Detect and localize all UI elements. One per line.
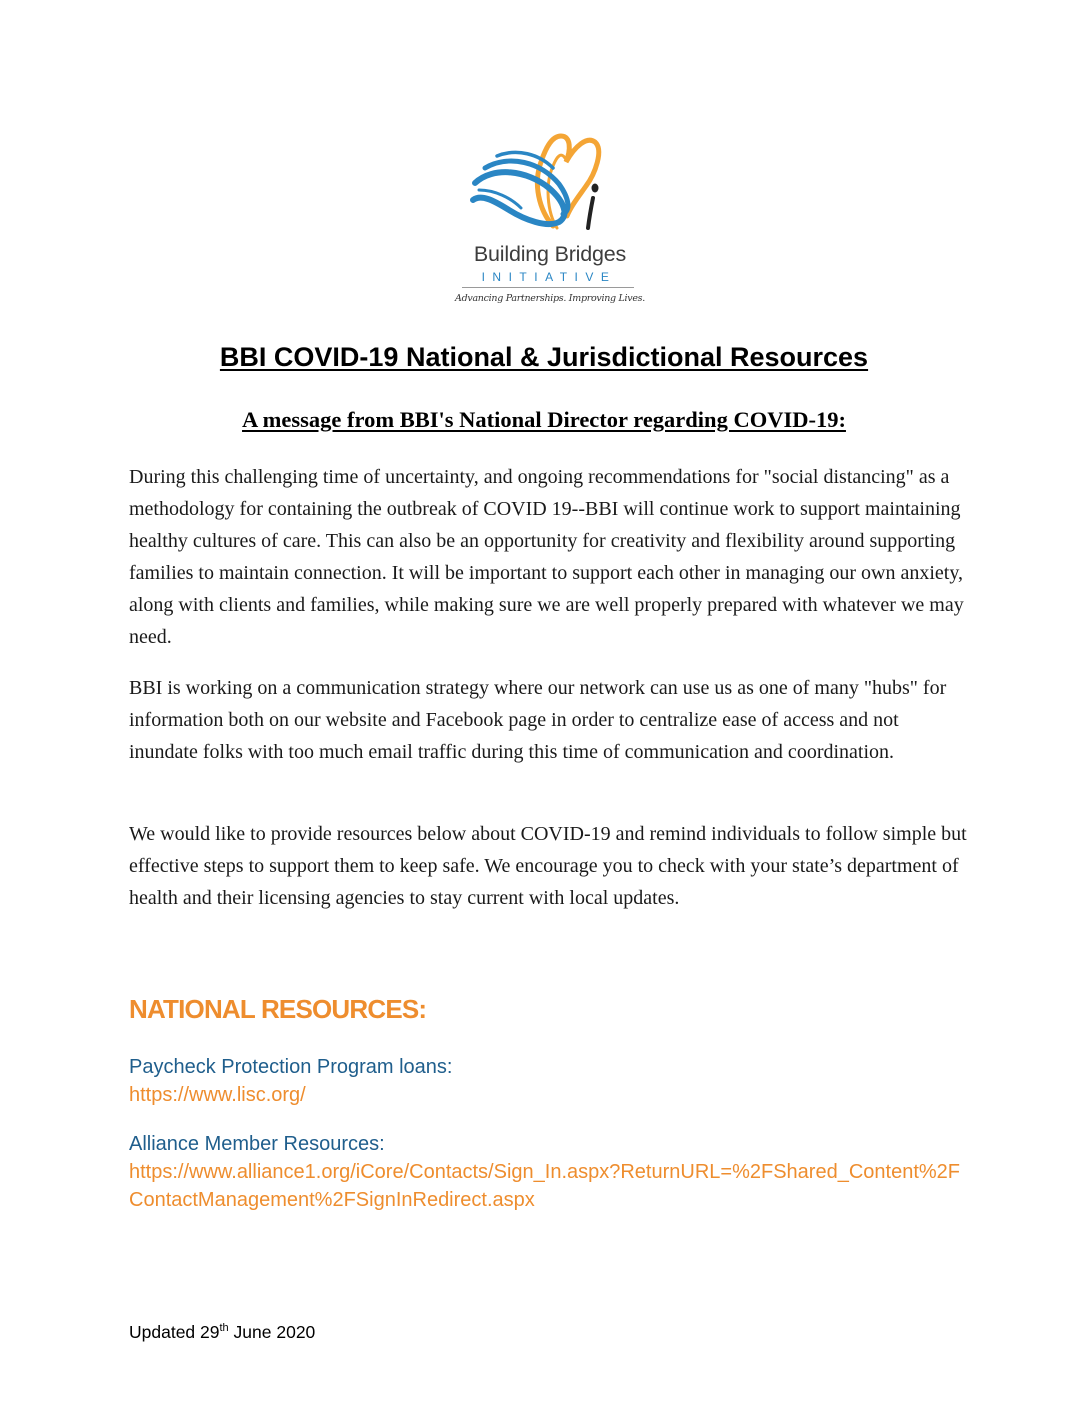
paragraph-resources-intro: We would like to provide resources below about COVID-19 and remind individuals to follow simple but effective steps to support them to keep safe. We encourage you to check with your state’s department of health and their licensing agencies to stay current with local updates.	[129, 823, 967, 909]
logo-subname: INITIATIVE	[481, 270, 617, 284]
butterfly-heart-icon	[455, 128, 645, 243]
resource-label-ppp-loans: Paycheck Protection Program loans:	[129, 1056, 453, 1078]
message-subtitle: A message from BBI's National Director regarding COVID-19:	[242, 407, 846, 432]
updated-date-suffix: June 2020	[228, 1322, 316, 1342]
paragraph-communication-strategy: BBI is working on a communication strategy where our network can use us as one of many "hubs" for information both on our website and Facebook page in order to centralize ease of access and not inundate folks with too much email traffic during this time of communication and coordination.	[129, 677, 947, 763]
logo-name: Building Bridges	[473, 242, 627, 266]
updated-date	[129, 1322, 315, 1343]
logo-tagline: Advancing Partnerships. Improving Lives.	[455, 293, 645, 304]
page-title: BBI COVID-19 National & Jurisdictional Resources	[219, 342, 869, 372]
resource-link-alliance[interactable]: https://www.alliance1.org/iCore/Contacts/Sign_In.aspx?ReturnURL=%2FShared_Content%2FContactManagement%2FSignInRedirect.aspx	[129, 1161, 960, 1211]
updated-date-ordinal: th	[219, 1322, 229, 1335]
resource-link-lisc[interactable]: https://www.lisc.org/	[129, 1084, 306, 1106]
resource-label-alliance: Alliance Member Resources:	[129, 1133, 385, 1155]
logo-divider	[462, 287, 634, 288]
paragraph-uncertainty: During this challenging time of uncertainty, and ongoing recommendations for "social distancing" as a methodology for containing the outbreak of COVID 19--BBI will continue work to support maintaining healthy cultures of care. This can also be an opportunity for creativity and flexibility around supporting families to maintain connection. It will be important to support each other in managing our own anxiety, along with clients and families, while making sure we are well properly prepared with whatever we may need.	[129, 466, 964, 648]
national-resources-heading: NATIONAL RESOURCES:	[129, 994, 427, 1024]
bbi-logo	[455, 128, 645, 318]
updated-date-prefix: Updated 29	[129, 1322, 220, 1342]
